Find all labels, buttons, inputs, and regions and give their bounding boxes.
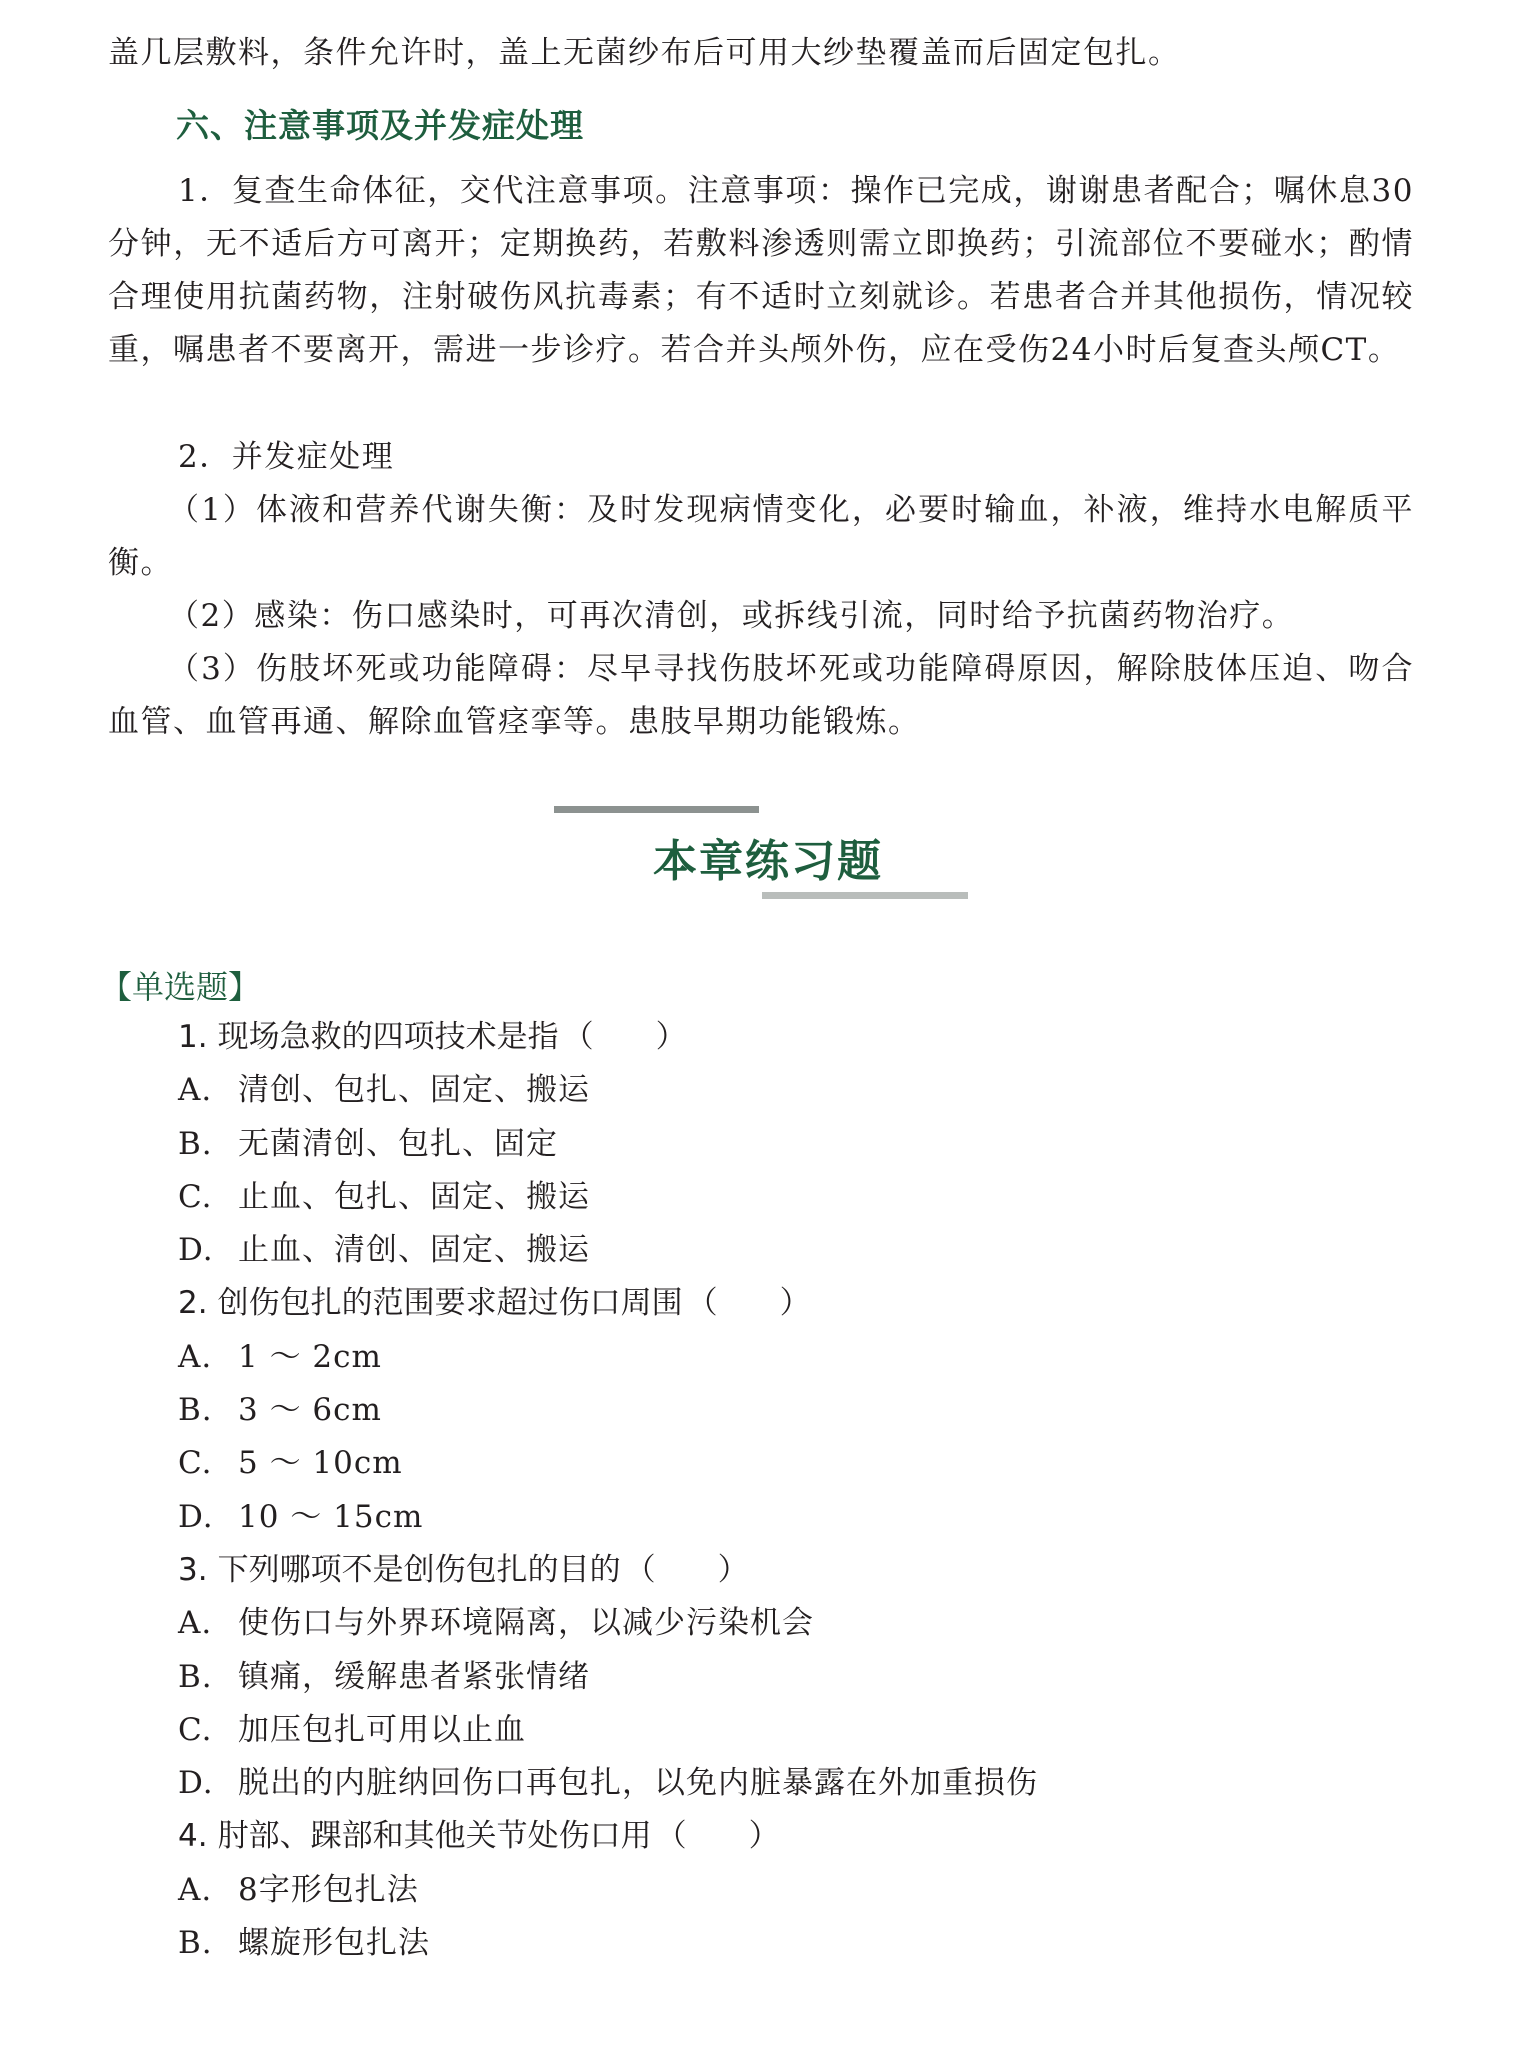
- option-letter: B.: [178, 1658, 213, 1695]
- question-text: 创伤包扎的范围要求超过伤口周围: [217, 1285, 683, 1322]
- answer-option: [178, 1224, 1428, 1277]
- option-letter: C.: [178, 1178, 213, 1215]
- option-text: 10 ～ 15cm: [238, 1498, 424, 1535]
- option-letter: D.: [178, 1498, 214, 1535]
- question-number: 2.: [178, 1285, 208, 1322]
- answer-option: [178, 1064, 1428, 1117]
- complication-item-1: （1）体液和营养代谢失衡：及时发现病情变化，必要时输血，补液，维持水电解质平衡。: [108, 492, 1414, 581]
- question-item: [178, 1277, 1428, 1543]
- title-rule-top: [554, 806, 759, 813]
- option-text: 加压包扎可用以止血: [238, 1711, 526, 1748]
- answer-blank: （ ）: [655, 1818, 780, 1855]
- question-text: 下列哪项不是创伤包扎的目的: [217, 1551, 621, 1588]
- complications-heading: 2．并发症处理: [178, 439, 395, 475]
- option-text: 无菌清创、包扎、固定: [238, 1125, 558, 1162]
- answer-option: [178, 1757, 1428, 1810]
- answer-option: [178, 1171, 1428, 1224]
- chapter-title: 本章练习题: [653, 836, 883, 887]
- option-text: 1 ～ 2cm: [238, 1338, 382, 1375]
- question-text: 现场急救的四项技术是指: [217, 1019, 559, 1055]
- question-item: [178, 1011, 1428, 1277]
- question-type-label: 【单选题】: [100, 968, 261, 1006]
- option-letter: A.: [178, 1605, 213, 1642]
- notes-paragraph: 1．复查生命体征，交代注意事项。注意事项：操作已完成，谢谢患者配合；嘱休息30分钟，无不适后方可离开；定期换药，若敷料渗透则需立即换药；引流部位不要碰水；酌情合理使用抗菌药物，注射破伤风抗毒素；有不适时立刻就诊。若患者合并其他损伤，情况较重，嘱患者不要离开，需进一步诊疗。若合并头颅外伤，应在受伤24小时后复查头颅CT。: [108, 173, 1414, 368]
- answer-option: [178, 1597, 1428, 1650]
- option-text: 3 ～ 6cm: [238, 1392, 382, 1429]
- answer-blank: （ ）: [624, 1551, 749, 1588]
- section-heading: 六、注意事项及并发症处理: [176, 106, 584, 145]
- option-text: 5 ～ 10cm: [238, 1445, 403, 1482]
- question-number: 4.: [178, 1818, 208, 1855]
- option-letter: D.: [178, 1232, 214, 1269]
- option-letter: B.: [178, 1925, 213, 1962]
- title-rule-bottom: [762, 892, 968, 899]
- option-letter: C.: [178, 1445, 213, 1482]
- answer-option: [178, 1864, 1428, 1917]
- question-item: [178, 1544, 1428, 1810]
- question-list: [178, 1011, 1428, 1970]
- option-text: 螺旋形包扎法: [238, 1925, 430, 1962]
- option-letter: A.: [178, 1072, 213, 1109]
- continuation-paragraph: 盖几层敷料，条件允许时，盖上无菌纱布后可用大纱垫覆盖而后固定包扎。: [108, 35, 1181, 71]
- option-text: 镇痛，缓解患者紧张情绪: [238, 1658, 590, 1695]
- question-stem: [178, 1810, 1428, 1863]
- answer-option: [178, 1651, 1428, 1704]
- option-letter: B.: [178, 1125, 213, 1162]
- option-text: 清创、包扎、固定、搬运: [238, 1072, 590, 1109]
- answer-option: [178, 1331, 1428, 1384]
- complication-item-3: （3）伤肢坏死或功能障碍：尽早寻找伤肢坏死或功能障碍原因，解除肢体压迫、吻合血管、血管再通、解除血管痉挛等。患肢早期功能锻炼。: [108, 651, 1414, 740]
- option-letter: A.: [178, 1871, 213, 1908]
- option-letter: C.: [178, 1711, 213, 1748]
- option-text: 止血、包扎、固定、搬运: [238, 1178, 590, 1215]
- answer-option: [178, 1437, 1428, 1490]
- complication-item-2: （2）感染：伤口感染时，可再次清创，或拆线引流，同时给予抗菌药物治疗。: [168, 598, 1295, 634]
- answer-option: [178, 1704, 1428, 1757]
- chapter-exercise-header: [0, 800, 1536, 910]
- answer-option: [178, 1384, 1428, 1437]
- option-text: 止血、清创、固定、搬运: [238, 1232, 590, 1269]
- question-stem: [178, 1544, 1428, 1597]
- option-text: 8字形包扎法: [238, 1871, 419, 1908]
- option-text: 脱出的内脏纳回伤口再包扎，以免内脏暴露在外加重损伤: [238, 1765, 1038, 1802]
- question-stem: [178, 1277, 1428, 1330]
- answer-blank: （ ）: [562, 1019, 687, 1055]
- question-number: 1.: [178, 1019, 208, 1055]
- option-letter: A.: [178, 1338, 213, 1375]
- question-item: [178, 1810, 1428, 1970]
- answer-option: [178, 1917, 1428, 1970]
- answer-option: [178, 1118, 1428, 1171]
- question-stem: [178, 1011, 1428, 1064]
- option-letter: B.: [178, 1392, 213, 1429]
- answer-option: [178, 1491, 1428, 1544]
- option-letter: D.: [178, 1765, 214, 1802]
- option-text: 使伤口与外界环境隔离，以减少污染机会: [238, 1605, 814, 1642]
- question-number: 3.: [178, 1551, 208, 1588]
- answer-blank: （ ）: [686, 1285, 811, 1322]
- question-text: 肘部、踝部和其他关节处伤口用: [217, 1818, 652, 1855]
